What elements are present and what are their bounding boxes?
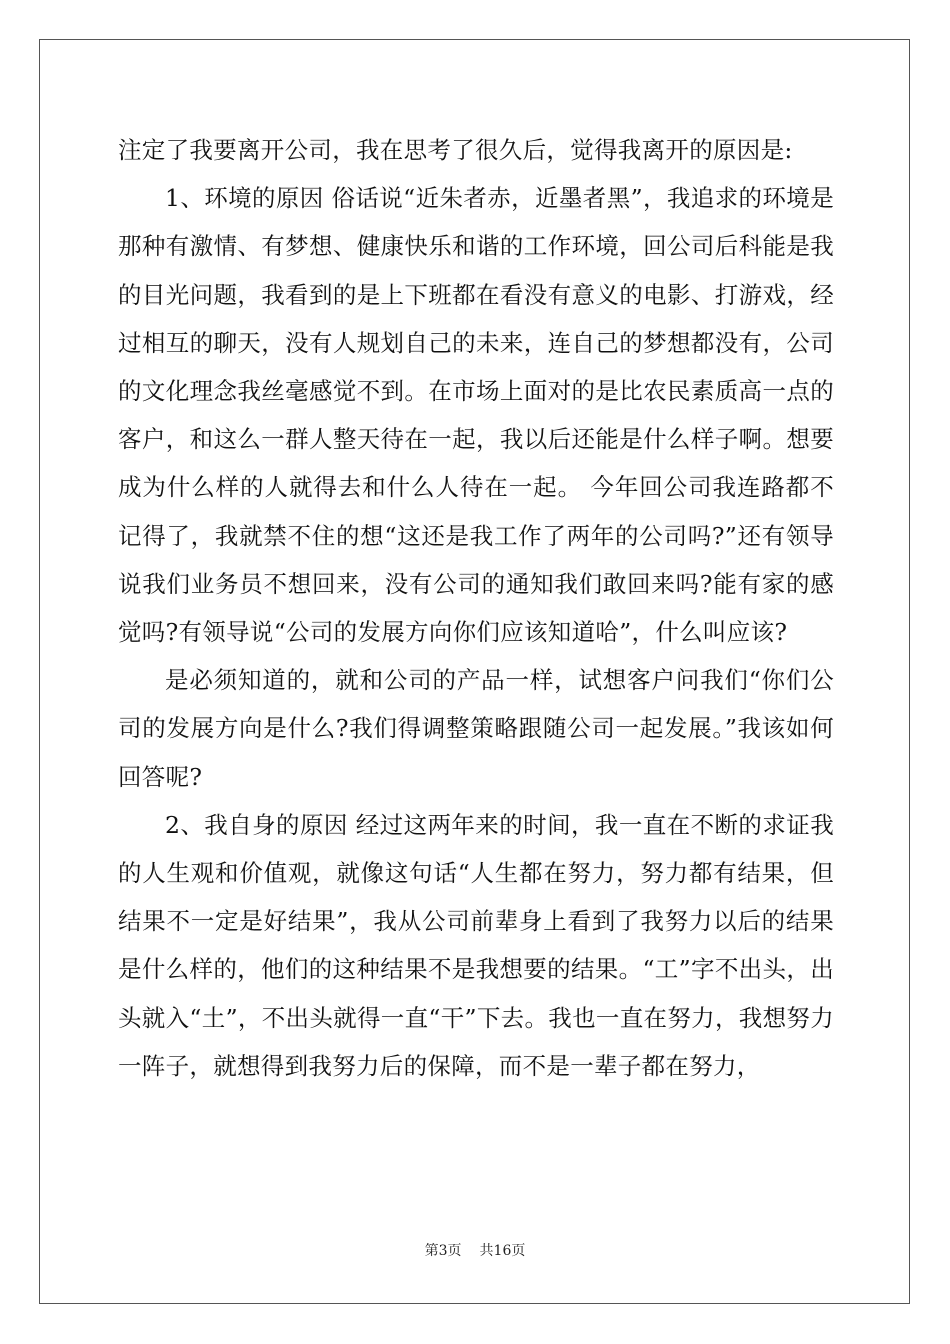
page-footer (0, 1240, 950, 1260)
paragraph-3: 是必须知道的，就和公司的产品一样，试想客户问我们“你们公司的发展方向是什么?我们得调整策略跟随公司一起发展。”我该如何回答呢? (118, 666, 834, 791)
paragraph-2: 1、环境的原因 俗话说“近朱者赤，近墨者黑”，我追求的环境是那种有激情、有梦想、健康快乐和谐的工作环境，回公司后科能是我的目光问题，我看到的是上下班都在看没有意义的电影、打游戏，经过相互的聊天，没有人规划自己的未来，连自己的梦想都没有，公司的文化理念我丝毫感觉不到。在市场上面对的是比农民素质高一点的客户，和这么一群人整天待在一起，我以后还能是什么样子啊。想要成为什么样的人就得去和什么人待在一起。 今年回公司我连路都不记得了，我就禁不住的想“这还是我工作了两年的公司吗?”还有领导说我们业务员不想回来，没有公司的通知我们敢回来吗?能有家的感觉吗?有领导说“公司的发展方向你们应该知道哈”，什么叫应该? (118, 184, 834, 647)
paragraph-4: 2、我自身的原因 经过这两年来的时间，我一直在不断的求证我的人生观和价值观，就像这句话“人生都在努力，努力都有结果，但结果不一定是好结果”，我从公司前辈身上看到了我努力以后的结果是什么样的，他们的这种结果不是我想要的结果。“工”字不出头，出头就入“土”，不出头就得一直“干”下去。我也一直在努力，我想努力一阵子，就想得到我努力后的保障，而不是一辈子都在努力， (118, 810, 834, 1080)
page-total: 共16页 (479, 1243, 526, 1259)
paragraph-1: 注定了我要离开公司，我在思考了很久后，觉得我离开的原因是: (118, 136, 793, 164)
page-number: 第3页 (424, 1243, 462, 1259)
document-body (118, 126, 834, 1090)
